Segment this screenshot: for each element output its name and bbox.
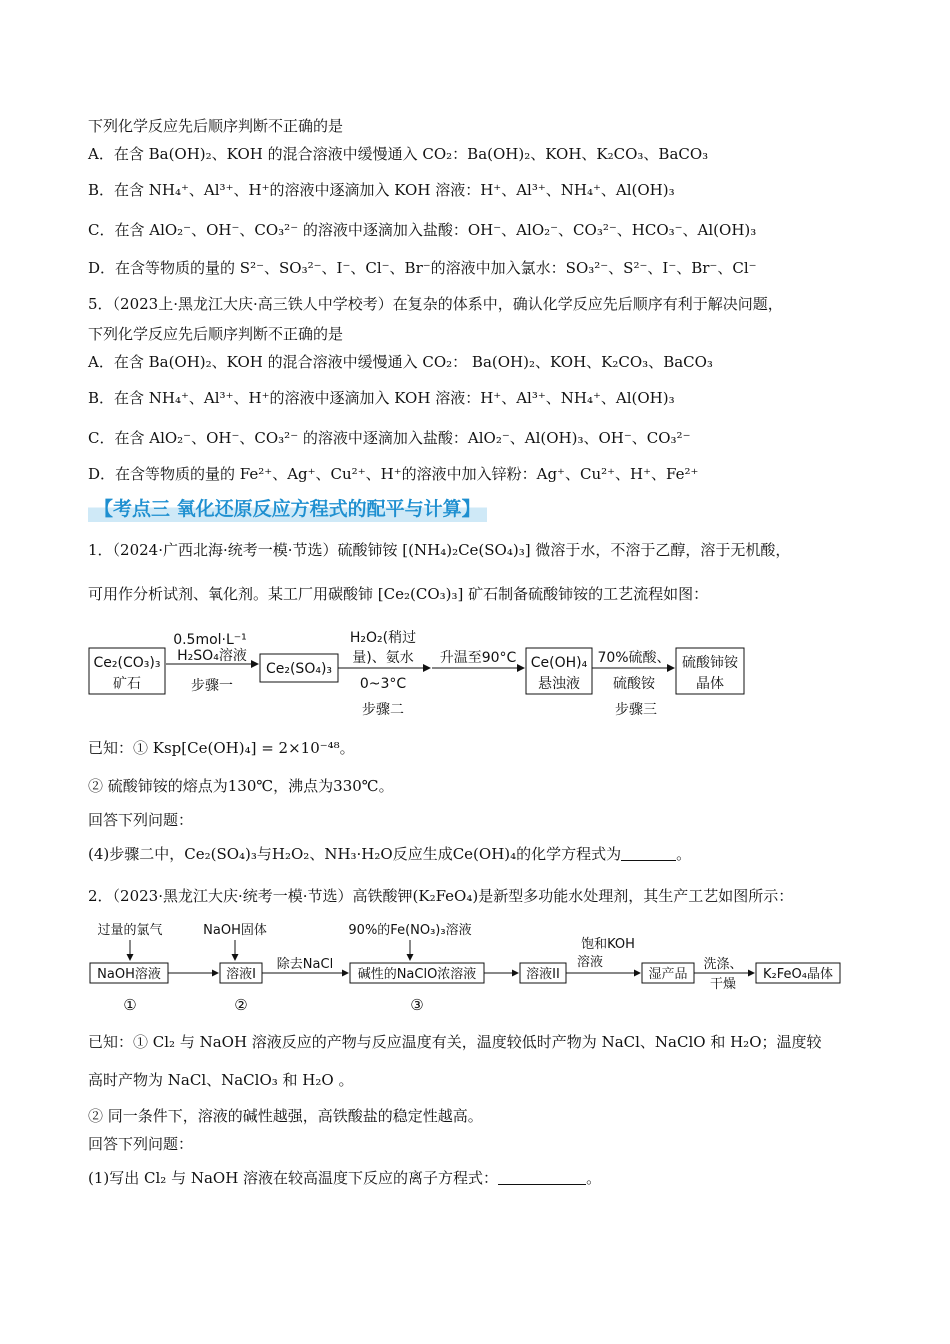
q4-option-b: B．在含 NH₄⁺、Al³⁺、H⁺的溶液中逐滴加入 KOH 溶液：H⁺、Al³⁺、NH₄⁺、Al(OH)₃	[88, 181, 675, 199]
flow1-box4-line1: 硫酸铈铵	[682, 655, 738, 671]
p2-stem: 2．（2023·黑龙江大庆·统考一模·节选）高铁酸钾(K₂FeO₄)是新型多功能水处理剂，其生产工艺如图所示：	[88, 887, 794, 905]
flow2-label-koh1: 饱和KOH	[581, 937, 635, 952]
p1-flowchart	[80, 622, 760, 730]
p1-stem-line1: 1．（2024·广西北海·统考一模·节选）硫酸铈铵 [(NH₄)₂Ce(SO₄)₃] 微溶于水，不溶于乙醇，溶于无机酸，	[88, 541, 791, 559]
q5-option-d: D．在含等物质的量的 Fe²⁺、Ag⁺、Cu²⁺、H⁺的溶液中加入锌粉：Ag⁺、Cu²⁺、H⁺、Fe²⁺	[88, 465, 699, 483]
q5-stem-line2: 下列化学反应先后顺序判断不正确的是	[88, 325, 344, 343]
flow2-step3: ③	[410, 996, 424, 1014]
flow1-box1-line1: Ce₂(CO₃)₃	[93, 655, 161, 671]
p2-known1-cont: 高时产物为 NaCl、NaClO₃ 和 H₂O 。	[88, 1071, 354, 1089]
flow1-arrow4-label2: 硫酸铵	[613, 676, 655, 692]
q5-option-b: B．在含 NH₄⁺、Al³⁺、H⁺的溶液中逐滴加入 KOH 溶液：H⁺、Al³⁺、NH₄⁺、Al(OH)₃	[88, 389, 675, 407]
flow1-box3-line2: 悬浊液	[538, 676, 580, 692]
flow2-wash2: 干燥	[709, 977, 737, 992]
p1-answer-prompt: 回答下列问题：	[88, 811, 194, 829]
q4-option-d: D．在含等物质的量的 S²⁻、SO₃²⁻、I⁻、Cl⁻、Br⁻的溶液中加入氯水：SO₃²⁻、S²⁻、I⁻、Br⁻、Cl⁻	[88, 259, 757, 277]
flow1-arrow2-label1: H₂O₂(稍过	[349, 630, 417, 646]
flow1-box3-line1: Ce(OH)₄	[530, 655, 588, 671]
flow1-arrow4-label1: 70%硫酸、	[597, 650, 671, 666]
flow2-step2: ②	[234, 996, 248, 1014]
p2-answer-prompt: 回答下列问题：	[88, 1135, 194, 1153]
flow1-arrow1-step: 步骤一	[191, 678, 233, 694]
flow2-box3: 碱性的NaClO浓溶液	[357, 967, 477, 982]
p2-question1	[88, 1168, 601, 1188]
p1-question4-text: (4)步骤二中，Ce₂(SO₄)₃与H₂O₂、NH₃·H₂O反应生成Ce(OH)₄的化学方程式为	[88, 845, 622, 863]
p2-flowchart	[80, 918, 880, 1018]
flow2-remove-nacl: 除去NaCl	[276, 957, 334, 972]
p1-known2: ② 硫酸铈铵的熔点为130℃，沸点为330℃。	[88, 777, 394, 795]
flow2-step1: ①	[123, 996, 137, 1014]
flow2-box5: 湿产品	[648, 967, 688, 982]
flow1-arrow2-label2: 量)、氨水	[352, 650, 414, 666]
p1-stem-line2: 可用作分析试剂、氧化剂。某工厂用碳酸铈 [Ce₂(CO₃)₃] 矿石制备硫酸铈铵的工艺流程如图：	[88, 585, 709, 603]
flow2-box4: 溶液II	[526, 967, 560, 982]
q4-prompt: 下列化学反应先后顺序判断不正确的是	[88, 117, 344, 135]
flow1-box1-line2: 矿石	[113, 676, 141, 692]
flow1-arrow1-label2: H₂SO₄溶液	[177, 648, 247, 664]
section-heading: 【考点三 氧化还原反应方程式的配平与计算】	[88, 496, 487, 522]
flow2-label-naoh: NaOH固体	[203, 923, 267, 938]
flow2-box1: NaOH溶液	[97, 967, 161, 982]
flow1-arrow1-label1: 0.5mol·L⁻¹	[173, 632, 247, 648]
answer-blank[interactable]	[498, 1170, 586, 1185]
q4-option-c: C．在含 AlO₂⁻、OH⁻、CO₃²⁻ 的溶液中逐滴加入盐酸：OH⁻、AlO₂⁻、CO₃²⁻、HCO₃⁻、Al(OH)₃	[88, 221, 757, 239]
flow2-box6: K₂FeO₄晶体	[763, 967, 833, 982]
flow1-arrow2-cond: 0~3°C	[359, 676, 407, 692]
q4-option-a: A．在含 Ba(OH)₂、KOH 的混合溶液中缓慢通入 CO₂：Ba(OH)₂、KOH、K₂CO₃、BaCO₃	[88, 145, 709, 163]
flow2-label-koh2: 溶液	[576, 955, 604, 970]
p2-question1-text: (1)写出 Cl₂ 与 NaOH 溶液在较高温度下反应的离子方程式：	[88, 1169, 499, 1187]
flow1-box4-line2: 晶体	[696, 676, 724, 692]
p2-question1-end: 。	[586, 1169, 602, 1187]
q5-option-a: A．在含 Ba(OH)₂、KOH 的混合溶液中缓慢通入 CO₂： Ba(OH)₂、KOH、K₂CO₃、BaCO₃	[88, 353, 713, 371]
p2-known1: 已知：① Cl₂ 与 NaOH 溶液反应的产物与反应温度有关，温度较低时产物为 NaCl、NaClO 和 H₂O；温度较	[88, 1033, 822, 1051]
q5-option-c: C．在含 AlO₂⁻、OH⁻、CO₃²⁻ 的溶液中逐滴加入盐酸：AlO₂⁻、Al(OH)₃、OH⁻、CO₃²⁻	[88, 429, 691, 447]
flow2-wash1: 洗涤、	[703, 957, 743, 972]
p1-question4	[88, 844, 691, 864]
flow2-label-cl2: 过量的氯气	[97, 923, 163, 938]
answer-blank[interactable]	[621, 846, 676, 861]
p2-known2: ② 同一条件下，溶液的碱性越强，高铁酸盐的稳定性越高。	[88, 1107, 483, 1125]
flow2-label-fe: 90%的Fe(NO₃)₃溶液	[348, 923, 472, 938]
p1-question4-end: 。	[676, 845, 692, 863]
flow2-box2: 溶液I	[226, 967, 256, 982]
p1-known1: 已知：① Ksp[Ce(OH)₄] = 2×10⁻⁴⁸。	[88, 739, 355, 757]
flow1-arrow3-label: 升温至90°C	[439, 650, 517, 666]
flow1-arrow4-step: 步骤三	[615, 702, 657, 718]
q5-stem-line1: 5．（2023上·黑龙江大庆·高三铁人中学校考）在复杂的体系中，确认化学反应先后顺序有利于解决问题，	[88, 295, 783, 313]
flow1-arrow2-step: 步骤二	[362, 702, 404, 718]
flow1-box2: Ce₂(SO₄)₃	[265, 661, 333, 677]
